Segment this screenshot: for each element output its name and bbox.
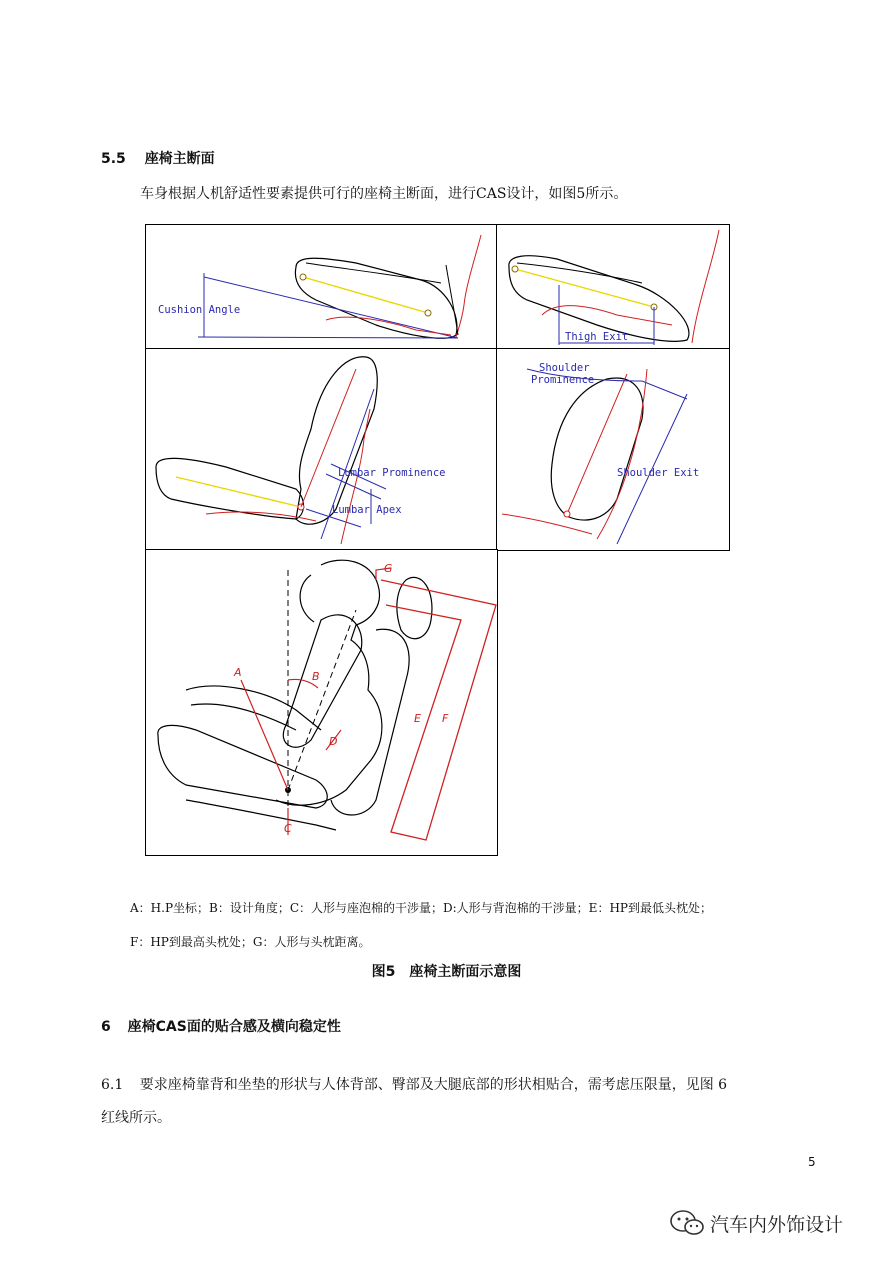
lumbar-panel (145, 348, 498, 551)
label-f: F (442, 712, 449, 725)
label-b: B (312, 670, 320, 683)
section-6-1-line2: 红线所示。 (101, 1110, 171, 1126)
shoulder-drawing (497, 349, 729, 550)
figure5-caption: 图5 座椅主断面示意图 (371, 964, 522, 980)
figure5-legend-line2: F：HP到最高头枕处；G：人形与头枕距离。 (130, 935, 371, 949)
section-6-1-line1 (101, 1074, 727, 1094)
section-6-heading (101, 1016, 341, 1036)
section-5-5-paragraph: 车身根据人机舒适性要素提供可行的座椅主断面，进行CAS设计，如图5所示。 (140, 186, 628, 202)
shoulder-prominence-label-1: Shoulder (539, 362, 590, 374)
section-5-5-heading (101, 148, 215, 168)
footer-brand-text: 汽车内外饰设计 (710, 1213, 844, 1236)
section-title: 座椅主断面 (144, 151, 215, 167)
shoulder-exit-label: Shoulder Exit (617, 467, 700, 479)
section-number: 6.1 (101, 1077, 124, 1093)
section-title: 座椅CAS面的贴合感及横向稳定性 (127, 1019, 341, 1035)
section-number: 5.5 (101, 151, 126, 167)
label-g: G (384, 562, 393, 575)
label-e: E (414, 712, 421, 725)
label-a: A (234, 666, 242, 679)
footer-brand (668, 1208, 843, 1238)
shoulder-prominence-label-2: Prominence (531, 374, 595, 386)
cushion-angle-label: Cushion Angle (158, 304, 241, 316)
page-number: 5 (808, 1155, 816, 1169)
figure5-legend-line1: A：H.P坐标；B：设计角度；C：人形与座泡棉的干涉量；D:人形与背泡棉的干涉量；E：HP到最低头枕处； (130, 901, 712, 915)
lumbar-drawing (146, 349, 497, 550)
section-number: 6 (101, 1019, 111, 1035)
cushion-angle-drawing (146, 225, 497, 349)
cushion-angle-panel (145, 224, 498, 350)
label-c: C (284, 822, 292, 835)
shoulder-panel (496, 348, 730, 551)
manikin-drawing (146, 550, 497, 855)
thigh-exit-panel (496, 224, 730, 350)
thigh-exit-drawing (497, 225, 729, 349)
manikin-panel (145, 549, 498, 856)
section-6-1-text: 要求座椅靠背和坐垫的形状与人体背部、臀部及大腿底部的形状相贴合，需考虑压限量，见图 6 (139, 1077, 728, 1093)
lumbar-apex-label: Lumbar Apex (332, 504, 402, 516)
wechat-icon (668, 1208, 706, 1238)
lumbar-prominence-label: Lumbar Prominence (338, 467, 446, 479)
label-d: D (329, 735, 338, 748)
thigh-exit-label: Thigh Exit (565, 331, 629, 343)
